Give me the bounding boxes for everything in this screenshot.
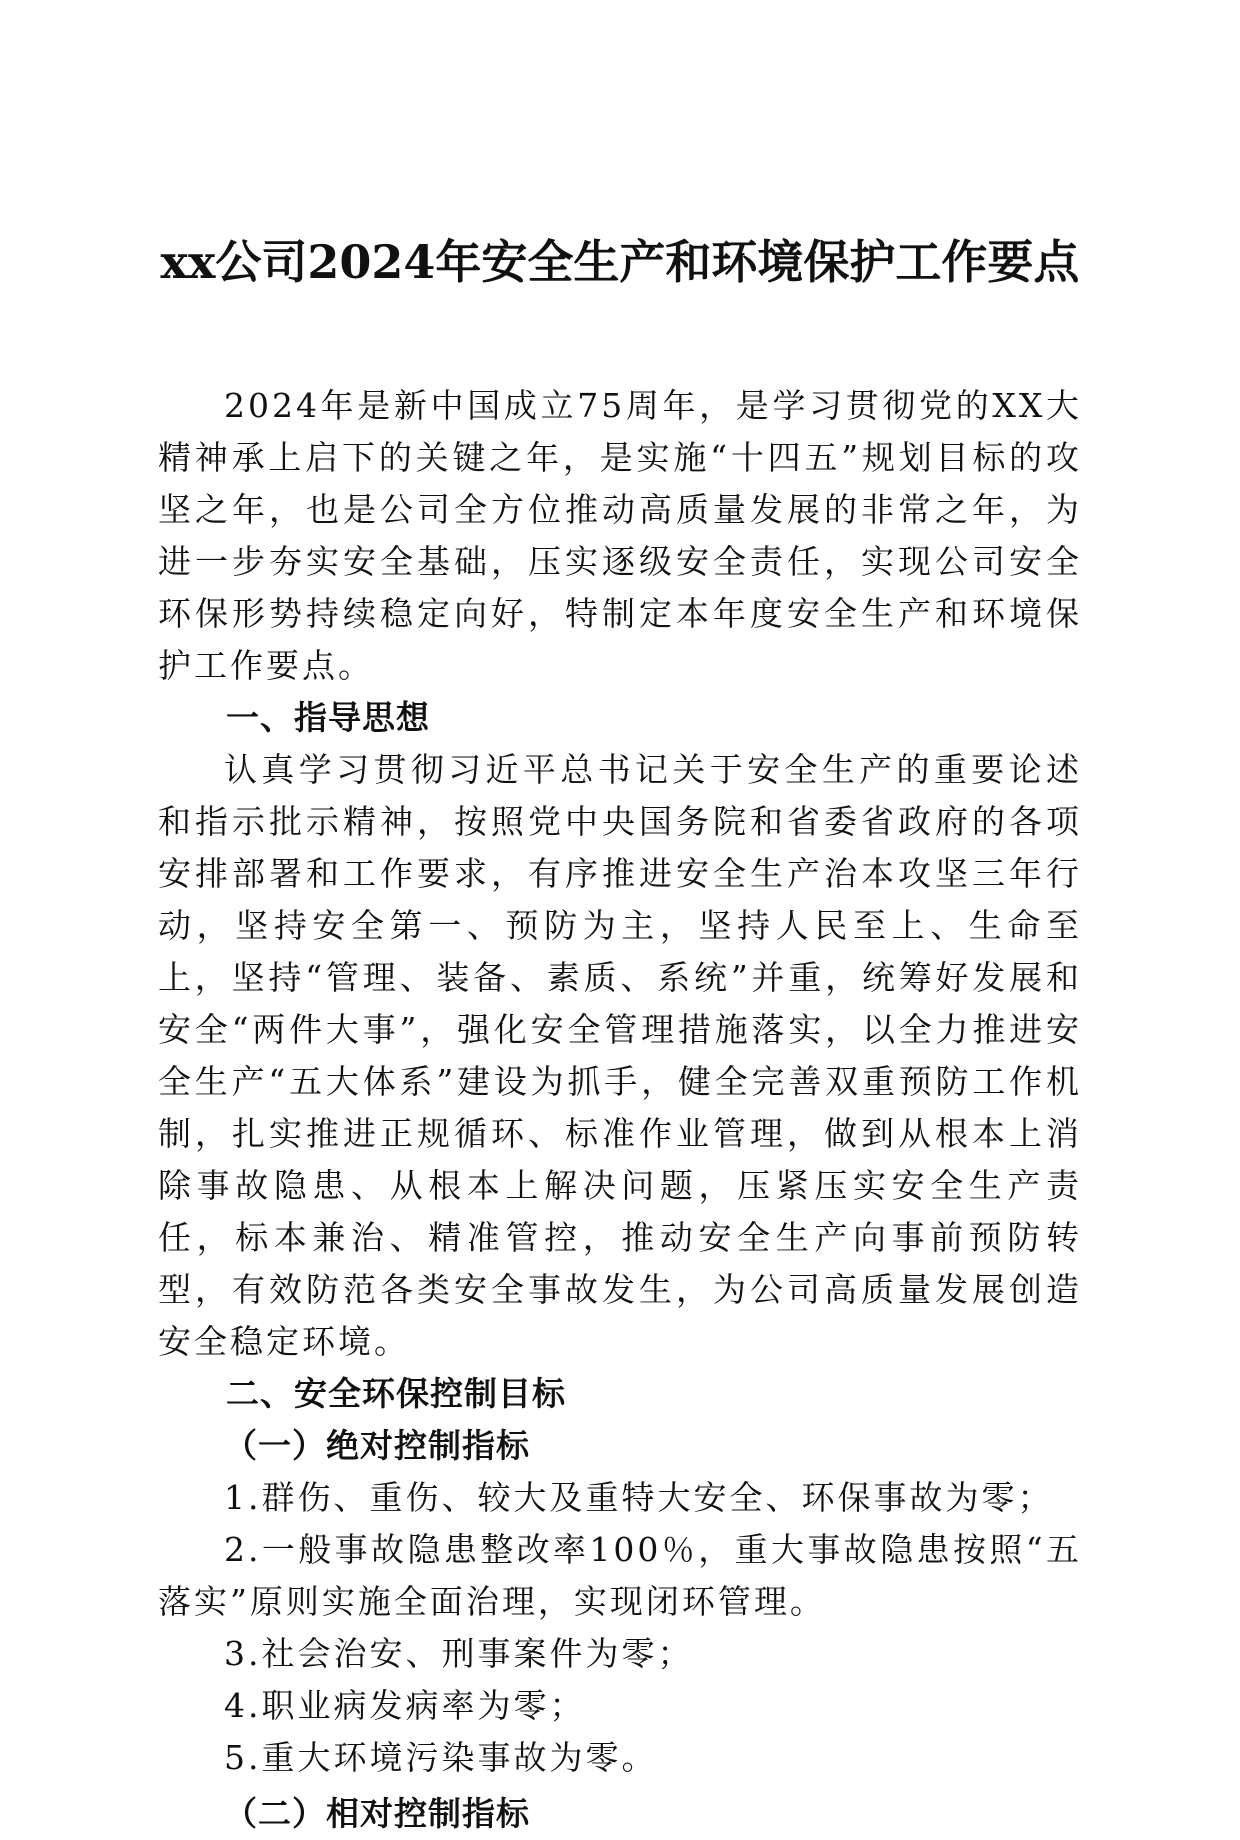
list-item: 4.职业病发病率为零； <box>224 1686 586 1725</box>
subsection-heading-absolute-indicators: （一）绝对控制指标 <box>224 1426 530 1465</box>
list-item: 1.群伤、重伤、较大及重特大安全、环保事故为零； <box>224 1478 1054 1517</box>
document-title: xx公司2024年安全生产和环境保护工作要点 <box>160 235 1080 289</box>
section-heading-control-targets: 二、安全环保控制目标 <box>226 1374 566 1413</box>
document-body <box>158 380 1082 1840</box>
subsection-heading-relative-indicators: （二）相对控制指标 <box>224 1794 530 1833</box>
guiding-ideology-paragraph: 认真学习贯彻习近平总书记关于安全生产的重要论述和指示批示精神，按照党中央国务院和省委省政府的各项安排部署和工作要求，有序推进安全生产治本攻坚三年行动，坚持安全第一、预防为主，坚持人民至上、生命至上，坚持“管理、装备、素质、系统”并重，统筹好发展和安全“两件大事”，强化安全管理措施落实，以全力推进安全生产“五大体系”建设为抓手，健全完善双重预防工作机制，扎实推进正规循环、标准作业管理，做到从根本上消除事故隐患、从根本上解决问题，压紧压实安全生产责任，标本兼治、精准管控，推动安全生产向事前预防转型，有效防范各类安全事故发生，为公司高质量发展创造安全稳定环境。 <box>158 750 1082 1361</box>
list-item: 3.社会治安、刑事案件为零； <box>224 1634 694 1673</box>
list-item: 5.重大环境污染事故为零。 <box>224 1738 658 1777</box>
section-heading-guiding-ideology: 一、指导思想 <box>226 698 430 737</box>
intro-paragraph: 2024年是新中国成立75周年，是学习贯彻党的XX大精神承上启下的关键之年，是实施“十四五”规划目标的攻坚之年，也是公司全方位推动高质量发展的非常之年，为进一步夯实安全基础，压实逐级安全责任，实现公司安全环保形势持续稳定向好，特制定本年度安全生产和环境保护工作要点。 <box>158 386 1082 685</box>
list-item: 2.一般事故隐患整改率100％，重大事故隐患按照“五落实”原则实施全面治理，实现闭环管理。 <box>158 1530 1082 1621</box>
